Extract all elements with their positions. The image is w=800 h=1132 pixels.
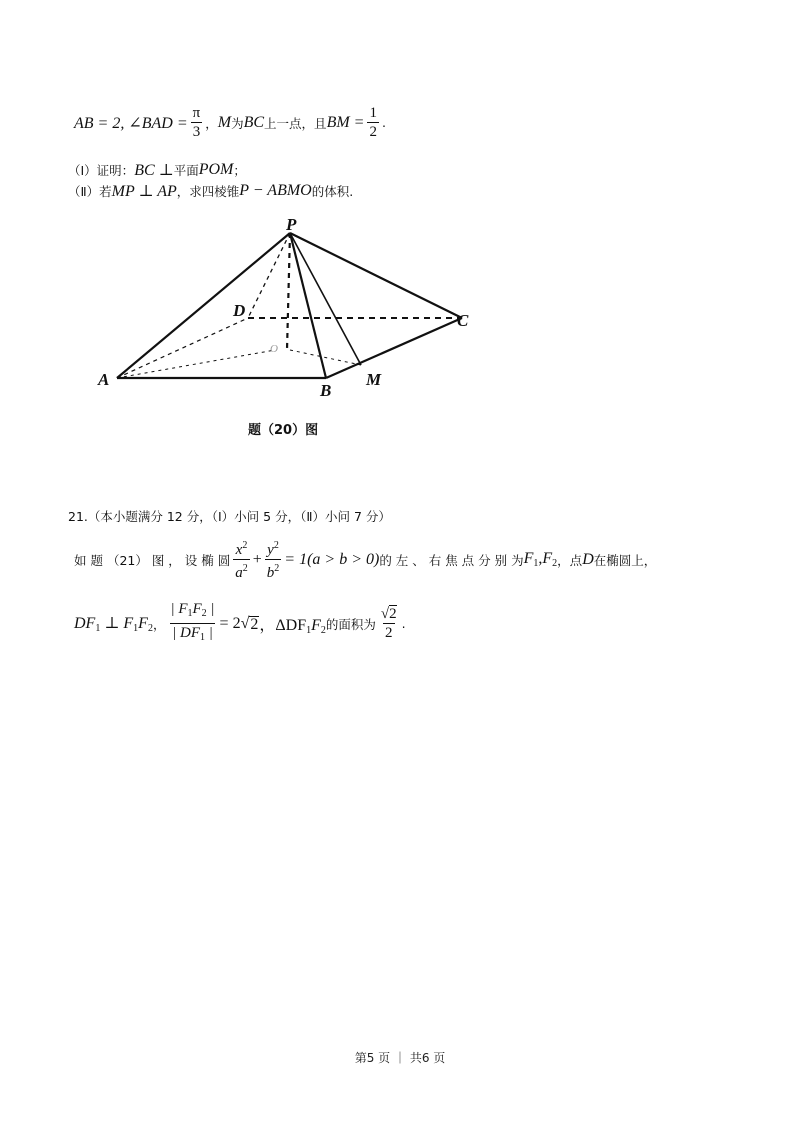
label-o: O [270,343,278,355]
fraction-one-half: $\frac{1}{2}$ [369,105,377,140]
label-p: P [286,215,297,234]
edge-pa [117,233,290,378]
edge-pd [248,233,290,318]
problem-line-1: AB = 2, ∠BAD = $\frac{\pi}{3}$ ， M 为 BC 上一点，且 BM = $\frac{1}{2}$ . [74,105,386,140]
edge-pm [290,233,361,365]
label-a: A [98,370,110,389]
part-1: （Ⅰ）证明： BC ⊥ 平面 POM ； [68,161,246,179]
label-c: C [457,311,469,330]
edge-ao [117,350,275,378]
edge-om [290,350,361,365]
fraction-pi-over-3: $\frac{\pi}{3}$ [192,105,201,140]
part-2: （Ⅱ）若 MP ⊥ AP ，求四棱锥 P − ABMO 的体积. [68,182,354,200]
edge-bc [326,318,462,378]
q21-header: 21.（本小题满分 12 分，（Ⅰ）小问 5 分，（Ⅱ）小问 7 分） [68,509,391,524]
fraction-x2-a2: $\frac{x^2}{a^2}$ [235,540,248,581]
page-footer: 第5 页 ｜ 共6 页 [354,1051,446,1065]
label-m: M [366,370,382,389]
sqrt-two: √ 2 [240,614,259,633]
q21-line-2: $DF_1$ ⊥ $F_1F_2$ ， $\frac{| F_1F_2 |}{| DF_1 |}$ = 2 √ 2 ，$\Delta DF_1F_2$ 的面积为 $\frac{√2}{2}$ . [74,600,406,647]
fraction-y2-b2: $\frac{y^2}{b^2}$ [266,540,280,581]
q21-line-1: 如 题 （21） 图 ， 设 椭 圆 $\frac{x^2}{a^2}$ + $\frac{y^2}{b^2}$ = 1(a > b > 0) 的 左 、 右 焦 点 分 别 为 $F_1,F_2$ ，点 D 在椭圆上， [74,537,656,582]
edge-pb [290,233,326,378]
fraction-ratio: $\frac{| F_1F_2 |}{| DF_1 |}$ [168,600,216,647]
fraction-root2-over-2: $\frac{√2}{2}$ [380,606,397,641]
edge-pc [290,233,462,318]
label-b: B [320,381,332,400]
label-d: D [233,301,246,320]
edge-ad [117,318,248,378]
pyramid-figure [95,210,495,410]
expr-ab: AB = 2, ∠BAD = [74,114,188,132]
figure-caption: 题（20）图 [248,423,319,438]
edge-po [287,233,290,350]
